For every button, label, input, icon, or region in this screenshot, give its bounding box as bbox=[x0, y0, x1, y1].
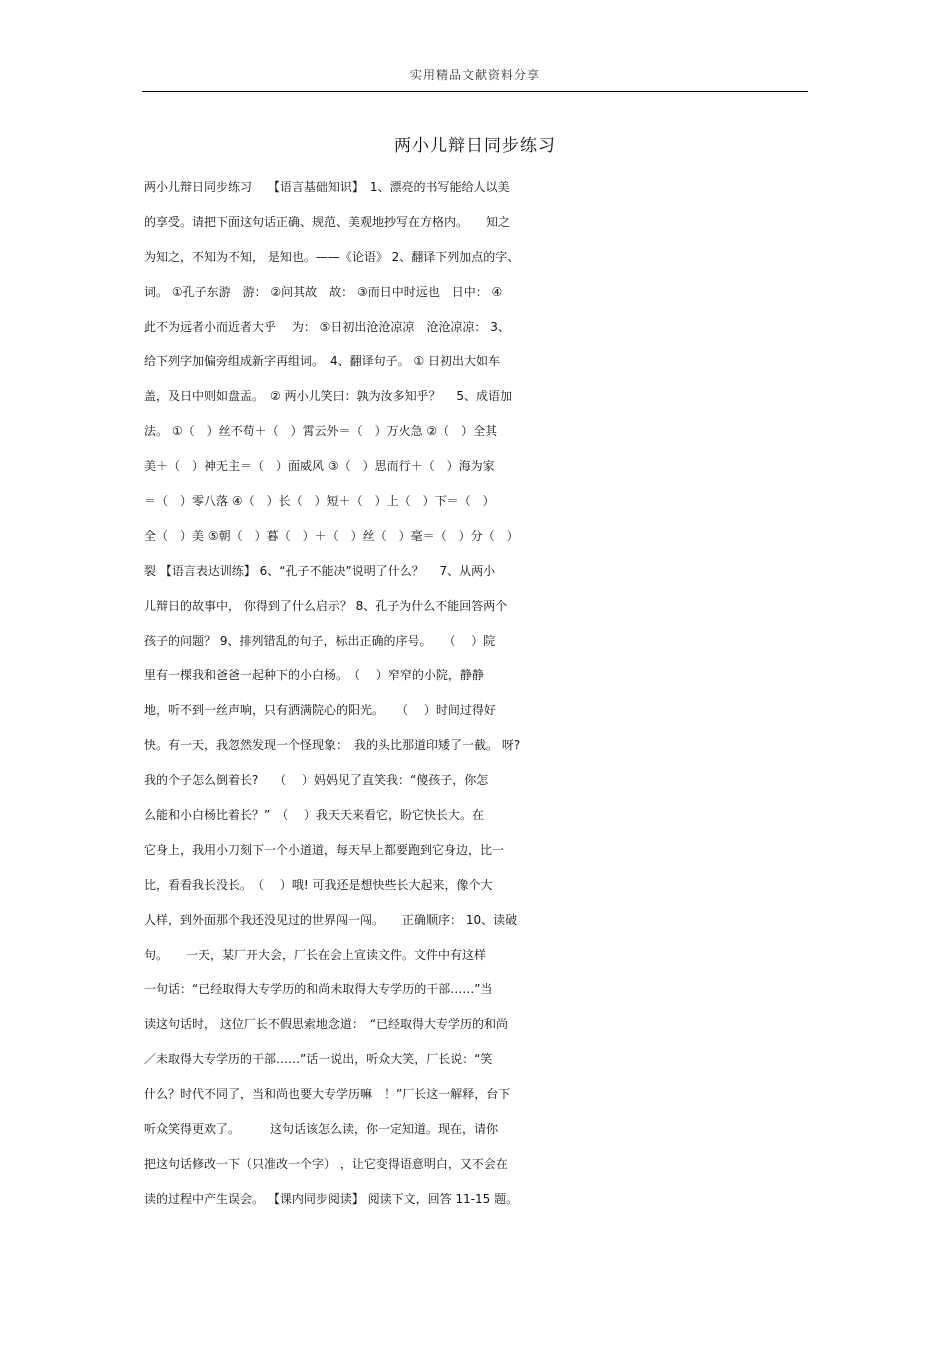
text-line: 它身上，我用小刀刻下一个小道道，每天早上都要跑到它身边，比一 bbox=[144, 842, 505, 857]
text-line: 把这句话修改一下（只准改一个字） ，让它变得语意明白，又不会在 bbox=[144, 1156, 508, 1171]
document-body bbox=[144, 170, 814, 1217]
text-line: ／未取得大专学历的干部……”话一说出，听众大笑，厂长说：“笑 bbox=[144, 1052, 493, 1067]
text-line: 法。 ①（ ）丝不苟＋（ ）霄云外＝（ ）万火急 ②（ ）全其 bbox=[144, 424, 498, 439]
text-line: 孩子的问题？ 9、排列错乱的句子，标出正确的序号。 （ ）院 bbox=[144, 633, 496, 648]
text-line: 全（ ）美 ⑤朝（ ）暮（ ）＋（ ）丝（ ）毫＝（ ）分（ ） bbox=[144, 528, 519, 543]
text-line: 快。有一天，我忽然发现一个怪现象： 我的头比那道印矮了一截。 呀? bbox=[144, 738, 521, 753]
header-divider bbox=[142, 91, 808, 92]
document-title: 两小儿辩日同步练习 bbox=[394, 136, 556, 156]
text-line: 词。 ①孔子东游 游： ②问其故 故： ③而日中时远也 日中： ④ bbox=[144, 284, 503, 299]
text-line: 盖，及日中则如盘盂。 ② 两小儿笑曰：孰为汝多知乎？ 5、成语加 bbox=[144, 389, 513, 404]
text-line: 两小儿辩日同步练习 【语言基础知识】 1、漂亮的书写能给人以美 bbox=[144, 180, 510, 194]
text-line: 什么？时代不同了，当和尚也要大专学历嘛 ！”厂长这一解释，台下 bbox=[144, 1087, 511, 1102]
text-line: 裂 【语言表达训练】 6、“孔子不能决”说明了什么？ 7、从两小 bbox=[144, 563, 496, 578]
text-line: 句。 一天，某厂开大会，厂长在会上宣读文件。文件中有这样 bbox=[144, 947, 487, 962]
text-line: 人样，到外面那个我还没见过的世界闯一闯。 正确顺序： 10、读破 bbox=[144, 912, 518, 927]
text-line: 儿辩日的故事中， 你得到了什么启示？ 8、孔子为什么不能回答两个 bbox=[144, 598, 508, 613]
text-line: 比，看看我长没长。 （ ）哦! 可我还是想快些长大起来，像个大 bbox=[144, 877, 493, 892]
text-line: 读的过程中产生误会。 【课内同步阅读】 阅读下文，回答 11-15 题。 bbox=[144, 1191, 519, 1206]
text-line: 为知之，不知为不知， 是知也。——《论语》 2、翻译下列加点的字、 bbox=[144, 249, 520, 264]
text-line: 地，听不到一丝声响，只有洒满院心的阳光。 （ ）时间过得好 bbox=[144, 703, 496, 718]
text-line: 读这句话时， 这位厂长不假思索地念道： “已经取得大专学历的和尚 bbox=[144, 1017, 509, 1032]
text-line: 里有一棵我和爸爸一起种下的小白杨。 （ ）窄窄的小院，静静 bbox=[144, 668, 484, 683]
page-header: 实用精品文献资料分享 bbox=[409, 68, 540, 82]
text-line: 的享受。请把下面这句话正确、规范、美观地抄写在方格内。 知之 bbox=[144, 214, 511, 229]
text-line: 美＋（ ）神无主＝（ ）面威风 ③（ ）思而行＋（ ）海为家 bbox=[144, 459, 495, 474]
text-line: 一句话：“已经取得大专学历的和尚未取得大专学历的干部……”当 bbox=[144, 982, 493, 997]
text-line: 此不为远者小而近者大乎 为： ⑤日初出沧沧凉凉 沧沧凉凉： 3、 bbox=[144, 319, 510, 334]
text-line: 我的个子怎么倒着长? （ ）妈妈见了直笑我：“傻孩子，你怎 bbox=[144, 773, 489, 788]
text-line: 听众笑得更欢了。 这句话该怎么读，你一定知道。现在，请你 bbox=[144, 1122, 499, 1137]
text-line: 么能和小白杨比着长？” （ ）我天天来看它，盼它快长大。在 bbox=[144, 808, 485, 823]
text-line: ＝（ ）零八落 ④（ ）长（ ）短＋（ ）上（ ）下＝（ ） bbox=[144, 494, 495, 509]
text-line: 给下列字加偏旁组成新字再组词。 4、翻译句子。 ① 日初出大如车 bbox=[144, 354, 501, 369]
